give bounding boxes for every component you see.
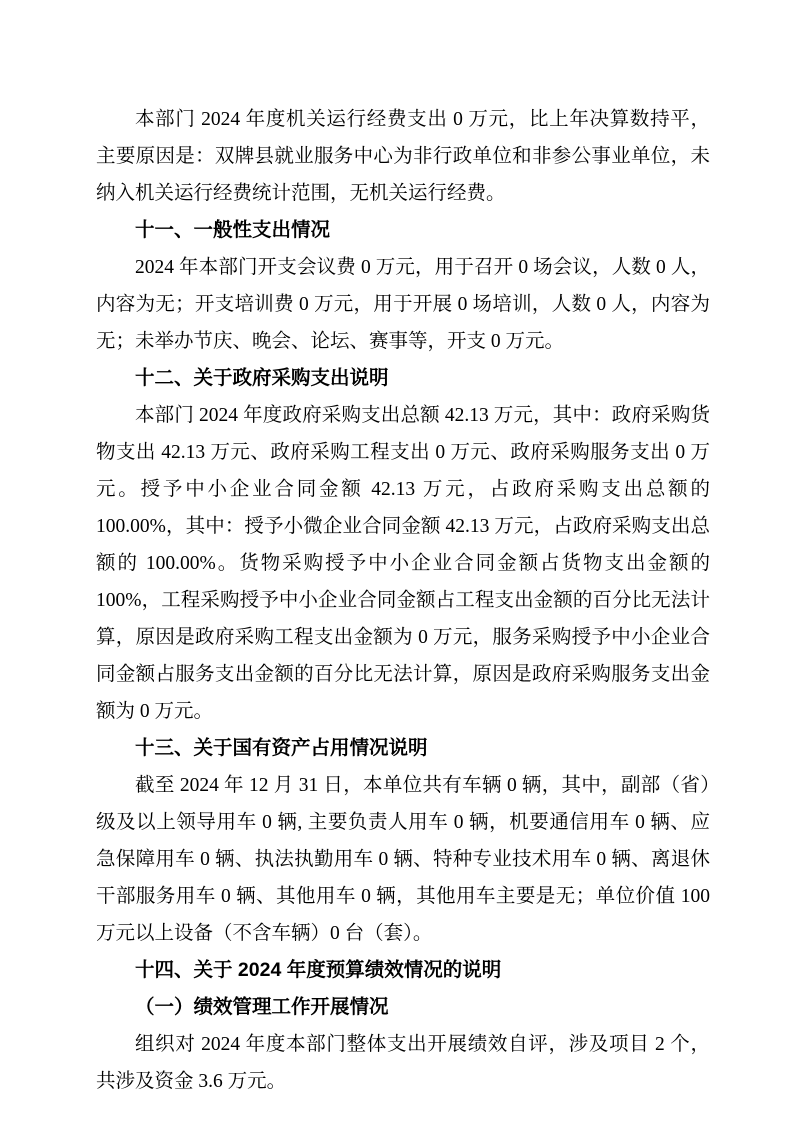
paragraph-agency-operating-expense: 本部门 2024 年度机关运行经费支出 0 万元，比上年决算数持平，主要原因是：双牌县就业服务中心为非行政单位和非参公事业单位，未纳入机关运行经费统计范围，无机关运行经费。 bbox=[96, 109, 710, 204]
section-heading-14-budget-performance: 十四、关于 2024 年度预算绩效情况的说明 bbox=[135, 959, 502, 981]
section-heading-13-state-assets: 十三、关于国有资产占用情况说明 bbox=[135, 737, 428, 759]
section-heading-12-government-procurement: 十二、关于政府采购支出说明 bbox=[135, 367, 389, 389]
sub-heading-performance-management: （一）绩效管理工作开展情况 bbox=[135, 996, 389, 1018]
paragraph-general-expenditure: 2024 年本部门开支会议费 0 万元，用于召开 0 场会议，人数 0 人，内容为无；开支培训费 0 万元，用于开展 0 场培训，人数 0 人，内容为无；未举办节庆、晚会、论坛、赛事等，开支 0 万元。 bbox=[96, 257, 710, 352]
paragraph-government-procurement: 本部门 2024 年度政府采购支出总额 42.13 万元，其中：政府采购货物支出 42.13 万元、政府采购工程支出 0 万元、政府采购服务支出 0 万元。授予中小企业合同金额 42.13 万元，占政府采购支出总额的 100.00%，其中：授予小微企业合同金额 42.13 万元，占政府采购支出总额的 100.00%。货物采购授予中小企业合同金额占货物支出金额的 100%，工程采购授予中小企业合同金额占工程支出金额的百分比无法计算，原因是政府采购工程支出金额为 0 万元，服务采购授予中小企业合同金额占服务支出金额的百分比无法计算，原因是政府采购服务支出金额为 0 万元。 bbox=[96, 405, 710, 722]
section-heading-11-general-expenditure: 十一、一般性支出情况 bbox=[135, 219, 331, 241]
paragraph-performance-self-evaluation: 组织对 2024 年度本部门整体支出开展绩效自评，涉及项目 2 个，共涉及资金 3.6 万元。 bbox=[96, 1034, 710, 1092]
paragraph-state-assets: 截至 2024 年 12 月 31 日，本单位共有车辆 0 辆，其中，副部（省）级及以上领导用车 0 辆, 主要负责人用车 0 辆，机要通信用车 0 辆、应急保障用车 0 辆、执法执勤用车 0 辆、特种专业技术用车 0 辆、离退休干部服务用车 0 辆、其他用车 0 辆，其他用车主要是无；单位价值 100 万元以上设备（不含车辆）0 台（套）。 bbox=[96, 775, 710, 944]
